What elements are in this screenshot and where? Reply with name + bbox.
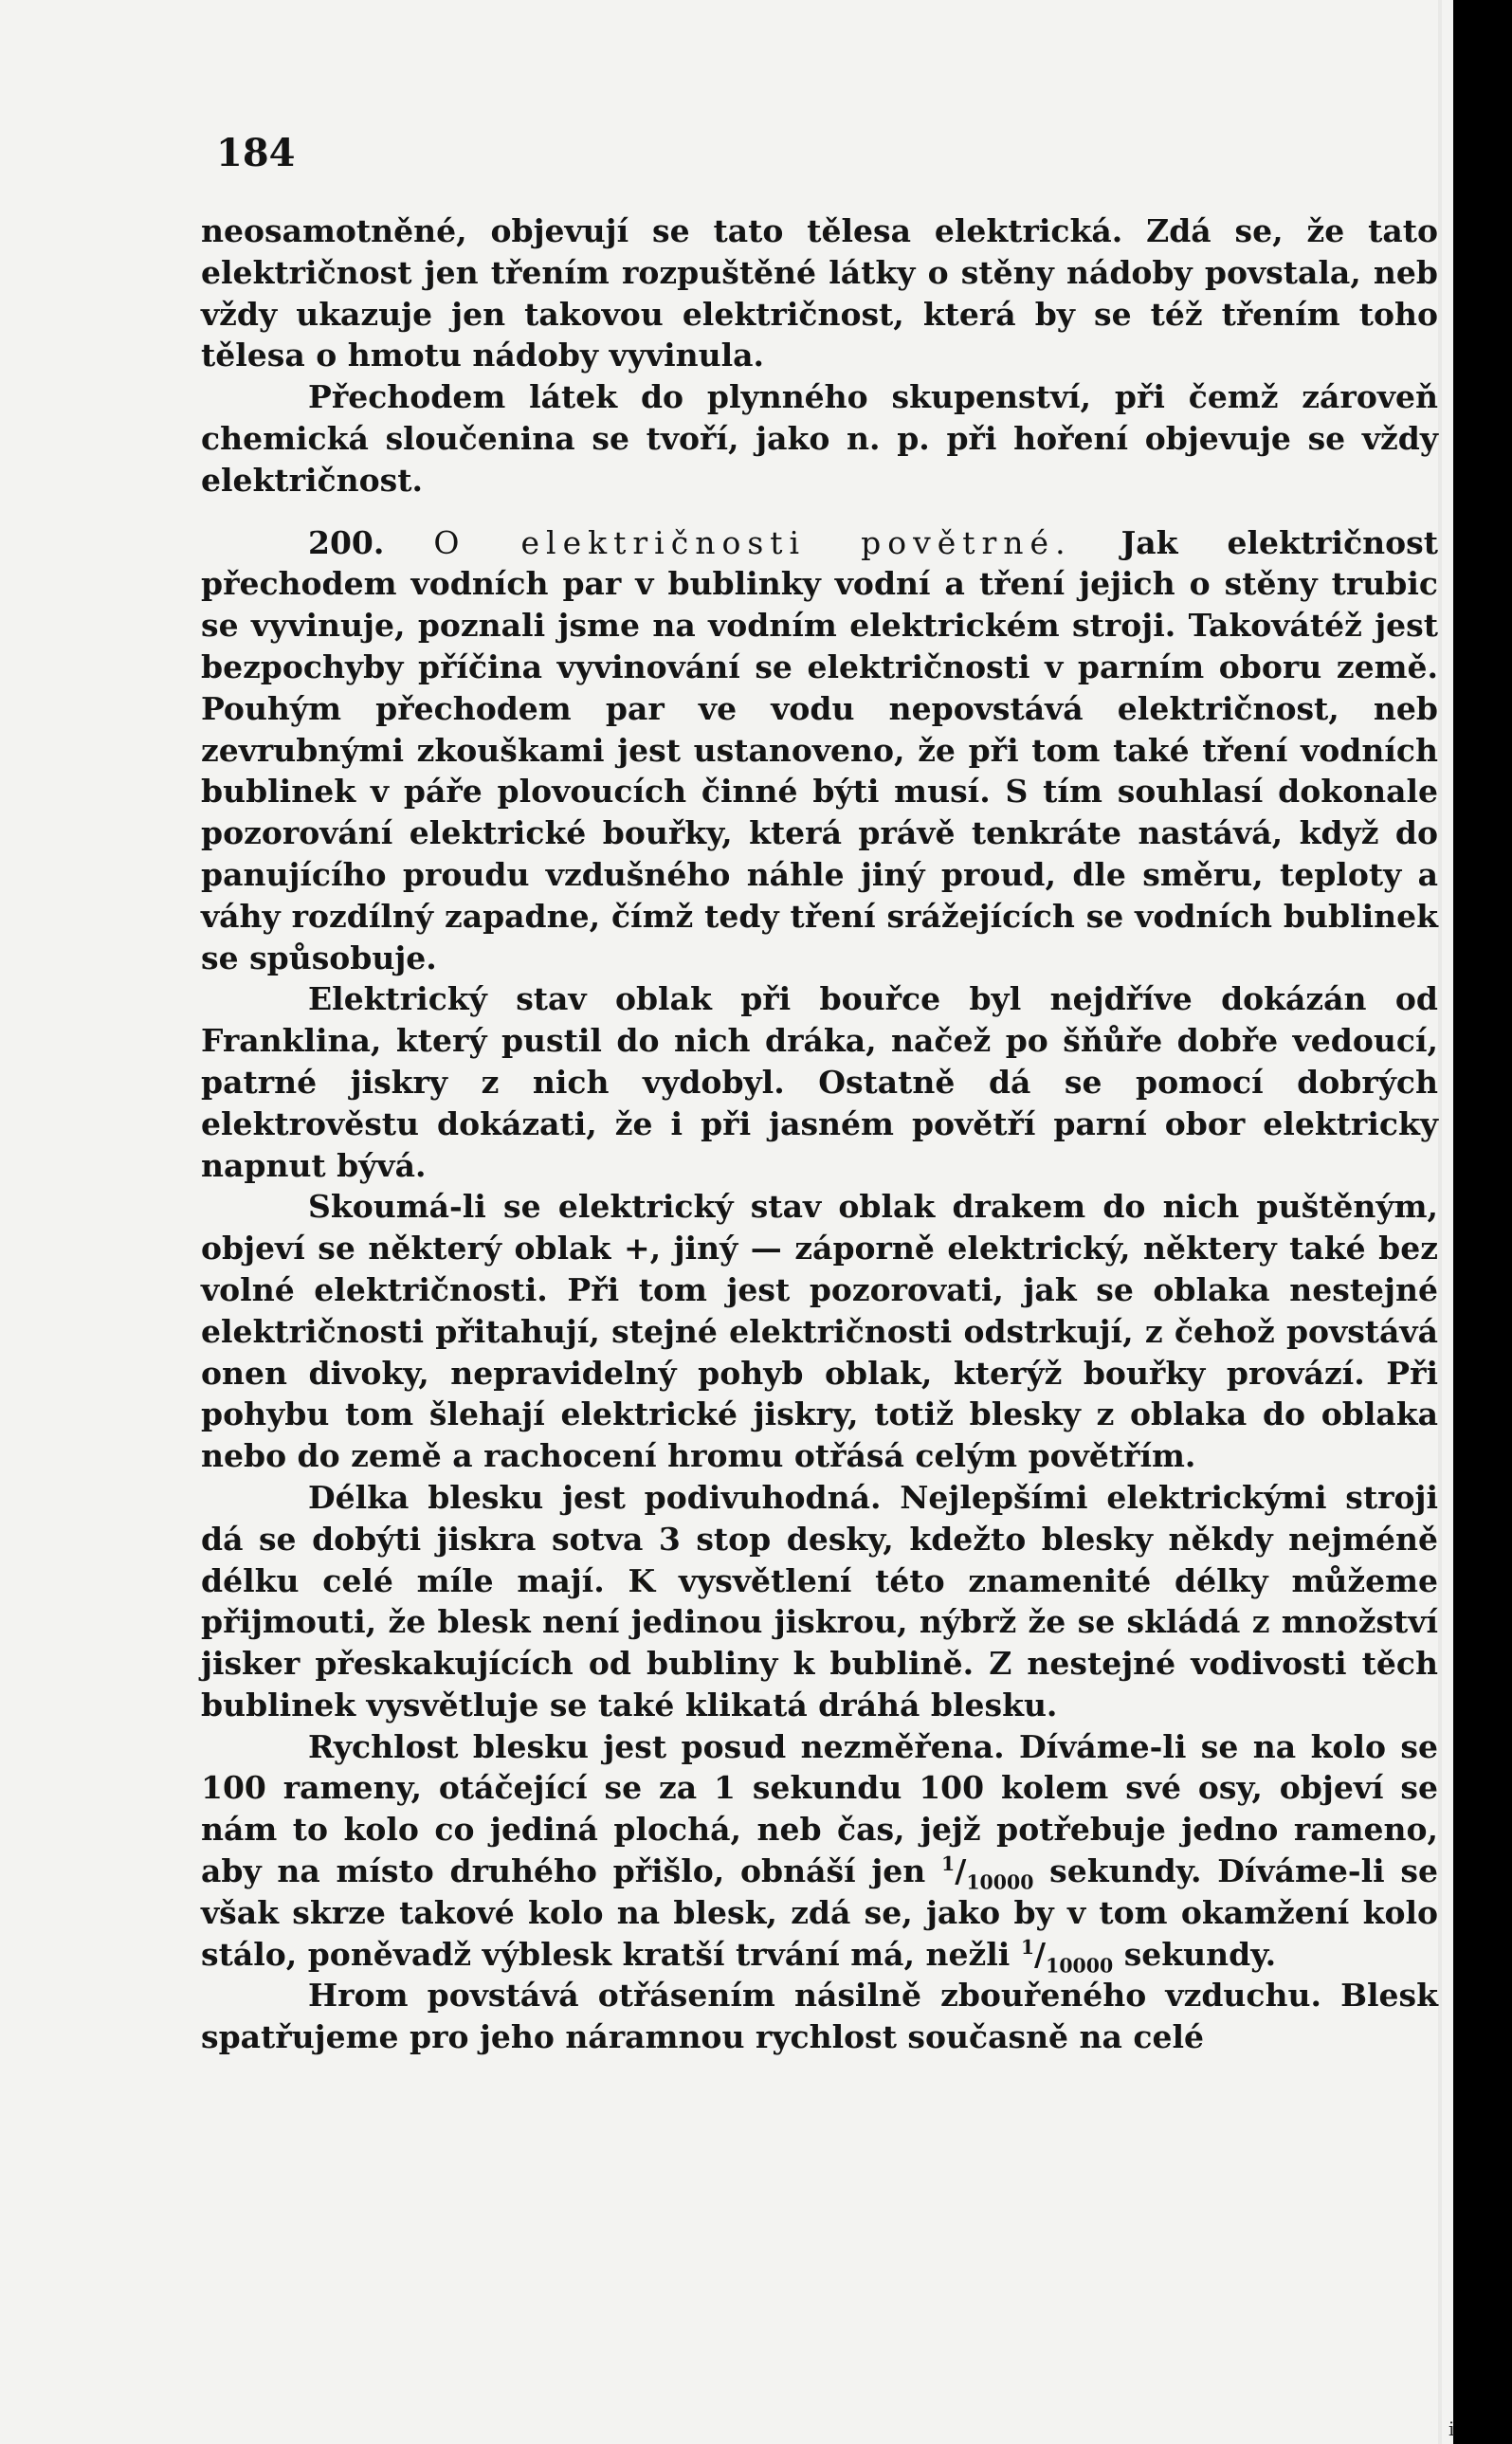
- paragraph-7-part-c: sekundy.: [1123, 1935, 1277, 1973]
- page-text: [201, 210, 1438, 2058]
- fraction-2: $^1/_{10000}$: [1020, 1935, 1114, 1978]
- paragraph-2: Přechodem látek do plynného skupenství, při čemž zároveň chemická sloučenina se tvoří, jako n. p. při hoření objevuje se vždy električnost.: [201, 378, 1438, 499]
- page-number: 184: [216, 131, 296, 175]
- fraction-1: $^1/_{10000}$: [941, 1852, 1034, 1894]
- paragraph-6: Délka blesku jest podivuhodná. Nejlepšími elektrickými stroji dá se dobýti jiskra sotva 3 stop desky, kdežto blesky někdy nejméně délku celé míle mají. K vysvětlení této znamenité délky můžeme přijmouti, že blesk není jedinou jiskrou, nýbrž že se skládá z množství jisker přeskakujících od bubliny k bublině. Z nestejné vodivosti těch bublinek vysvětluje se také klikatá dráhá blesku.: [201, 1478, 1438, 1724]
- fraction-2-numerator: 1: [1020, 1935, 1035, 1959]
- fraction-1-numerator: 1: [941, 1852, 956, 1876]
- paragraph-1: neosamotněné, objevují se tato tělesa elektrická. Zdá se, že tato električnost jen třením rozpuštěné látky o stěny nádoby povstala, neb vždy ukazuje jen takovou električnost, která by se též třením toho tělesa o hmotu nádoby vyvinula.: [201, 212, 1438, 374]
- paragraph-3: [201, 522, 1438, 979]
- paragraph-5: Skoumá-li se elektrický stav oblak drakem do nich puštěným, objeví se některý oblak +, jiný — záporně elektrický, některy také bez volné električnosti. Při tom jest pozorovati, jak se oblaka nestejné električnosti přitahují, stejné električnosti odstrkují, z čehož povstává onen divoky, nepravidelný pohyb oblak, kterýž bouřky provází. Při pohybu tom šlehají elektrické jiskry, totiž blesky z oblaka do oblaka nebo do země a rachocení hromu otřásá celým povětřím.: [201, 1188, 1438, 1475]
- section-title: O električnosti povětrné.: [433, 523, 1072, 561]
- paragraph-7-part-b: sekundy. Díváme-li se však skrze takové kolo na blesk, zdá se, jako by v tom okamžení kolo stálo, poněvadž výblesk kratší trvání má, nežli: [201, 1852, 1438, 1973]
- paragraph-7-part-a: Rychlost blesku jest posud nezměřena. Díváme-li se na kolo se 100 rameny, otáčející se za 1 sekundu 100 kolem své osy, objeví se nám to kolo co jediná plochá, neb čas, jejž potřebuje jedno rameno, aby na místo druhého přišlo, obnáší jen: [201, 1727, 1438, 1890]
- page-edge: [1438, 0, 1442, 2444]
- fraction-1-denominator: 10000: [966, 1870, 1034, 1894]
- paragraph-8: Hrom povstává otřásením násilně zbouřeného vzduchu. Blesk spatřujeme pro jeho náramnou rychlost současně na celé: [201, 1977, 1438, 2056]
- fraction-2-denominator: 10000: [1046, 1954, 1114, 1978]
- margin-mark: i: [1448, 2417, 1455, 2440]
- paragraph-4: Elektrický stav oblak při bouřce byl nejdříve dokázán od Franklina, který pustil do nich dráka, načež po šňůře dobře vedoucí, patrné jiskry z nich vydobyl. Ostatně dá se pomocí dobrých elektrověstu dokázati, že i při jasném povětří parní obor elektricky napnut bývá.: [201, 980, 1438, 1184]
- section-number: 200.: [308, 523, 385, 561]
- paragraph-3-text: Jak električnost přechodem vodních par v bublinky vodní a tření jejich o stěny trubic se vyvinuje, poznali jsme na vodním elektrickém stroji. Takovátéž jest bezpochyby příčina vyvinování se električnosti v parním oboru země. Pouhým přechodem par ve vodu nepovstává električnost, neb zevrubnými zkouškami jest ustanoveno, že při tom také tření vodních bublinek v páře plovoucích činné býti musí. S tím souhlasí dokonale pozorování elektrické bouřky, která právě tenkráte nastává, když do panujícího proudu vzdušného náhle jiný proud, dle směru, teploty a váhy rozdílný zapadne, čímž tedy tření srážejících se vodních bublinek se spůsobuje.: [201, 523, 1438, 976]
- paragraph-7: [201, 1726, 1438, 1976]
